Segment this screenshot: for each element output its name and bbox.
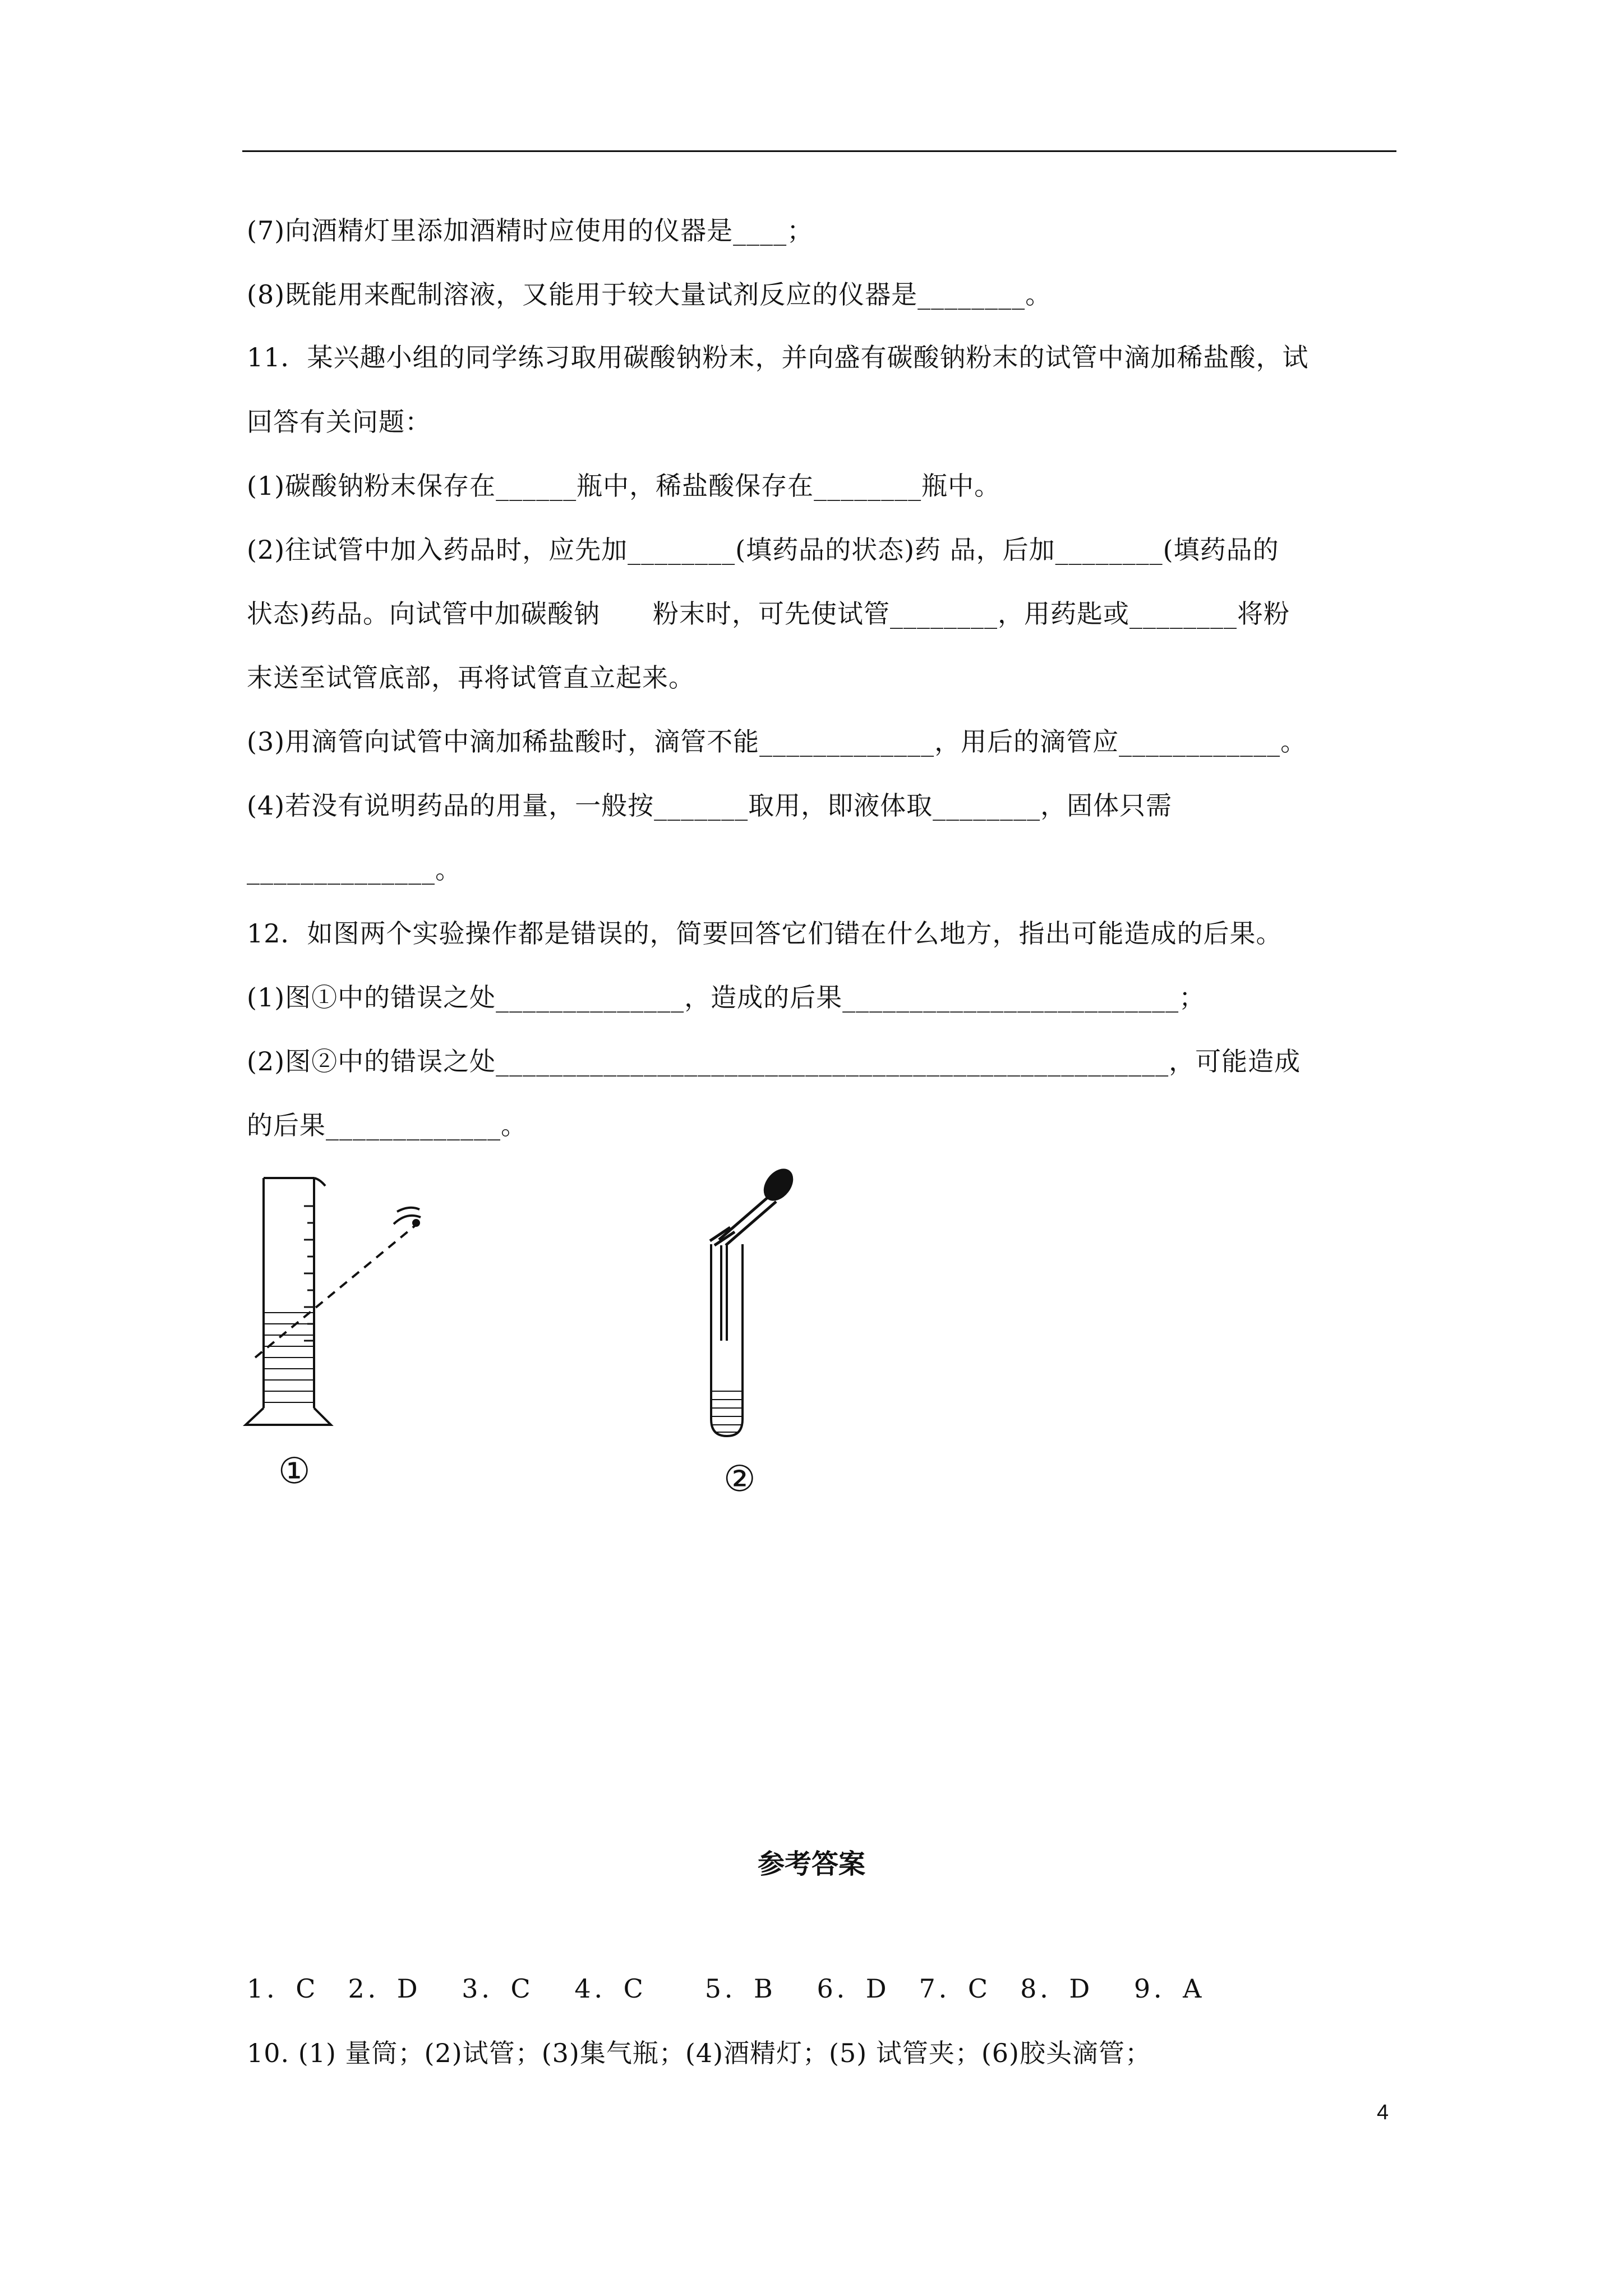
graduated-cylinder-figure (241, 1172, 454, 1442)
question-11-4: (4)若没有说明药品的用量，一般按_______取用，即液体取________，固体只需 (247, 790, 1173, 821)
question-12-2-cont: 的后果_____________。 (247, 1110, 527, 1140)
question-12-2: (2)图②中的错误之处__________________________________________________，可能造成 (247, 1046, 1301, 1076)
answers-heading: 参考答案 (757, 1848, 865, 1880)
answers-line-2: 10. (1) 量筒；(2)试管；(3)集气瓶；(4)酒精灯；(5) 试管夹；(6)胶头滴管； (247, 2038, 1151, 2068)
question-10-7: (7)向酒精灯里添加酒精时应使用的仪器是____； (247, 215, 814, 246)
question-11-1: (1)碳酸钠粉末保存在______瓶中，稀盐酸保存在________瓶中。 (247, 471, 1001, 501)
question-11-2-cont2: 末送至试管底部，再将试管直立起来。 (247, 662, 695, 693)
figure-label-1: ① (278, 1451, 311, 1492)
question-11-4-cont: ______________。 (247, 854, 462, 885)
eye-icon (394, 1208, 421, 1226)
question-11-stem: 11．某兴趣小组的同学练习取用碳酸钠粉末，并向盛有碳酸钠粉末的试管中滴加稀盐酸，试 (247, 342, 1309, 372)
question-11-stem-cont: 回答有关问题： (247, 407, 431, 437)
question-12-stem: 12．如图两个实验操作都是错误的，简要回答它们错在什么地方，指出可能造成的后果。 (247, 918, 1283, 949)
header-rule (242, 150, 1396, 152)
question-11-2: (2)往试管中加入药品时，应先加________(填药品的状态)药 品，后加________(填药品的 (247, 535, 1279, 565)
question-11-3: (3)用滴管向试管中滴加稀盐酸时，滴管不能_____________，用后的滴管应____________。 (247, 726, 1307, 757)
test-tube-dropper-figure (690, 1161, 802, 1453)
figure-label-2: ② (723, 1458, 756, 1500)
question-12-1: (1)图①中的错误之处______________，造成的后果_________________________； (247, 982, 1206, 1013)
question-11-2-cont: 状态)药品。向试管中加碳酸钠 粉末时，可先使试管________，用药匙或________将粉 (247, 599, 1290, 629)
question-10-8: (8)既能用来配制溶液，又能用于较大量试剂反应的仪器是________。 (247, 279, 1052, 310)
answers-line-1: 1．C 2．D 3．C 4．C 5．B 6．D 7．C 8．D 9．A (247, 1973, 1205, 2004)
page-number: 4 (1377, 2101, 1389, 2124)
